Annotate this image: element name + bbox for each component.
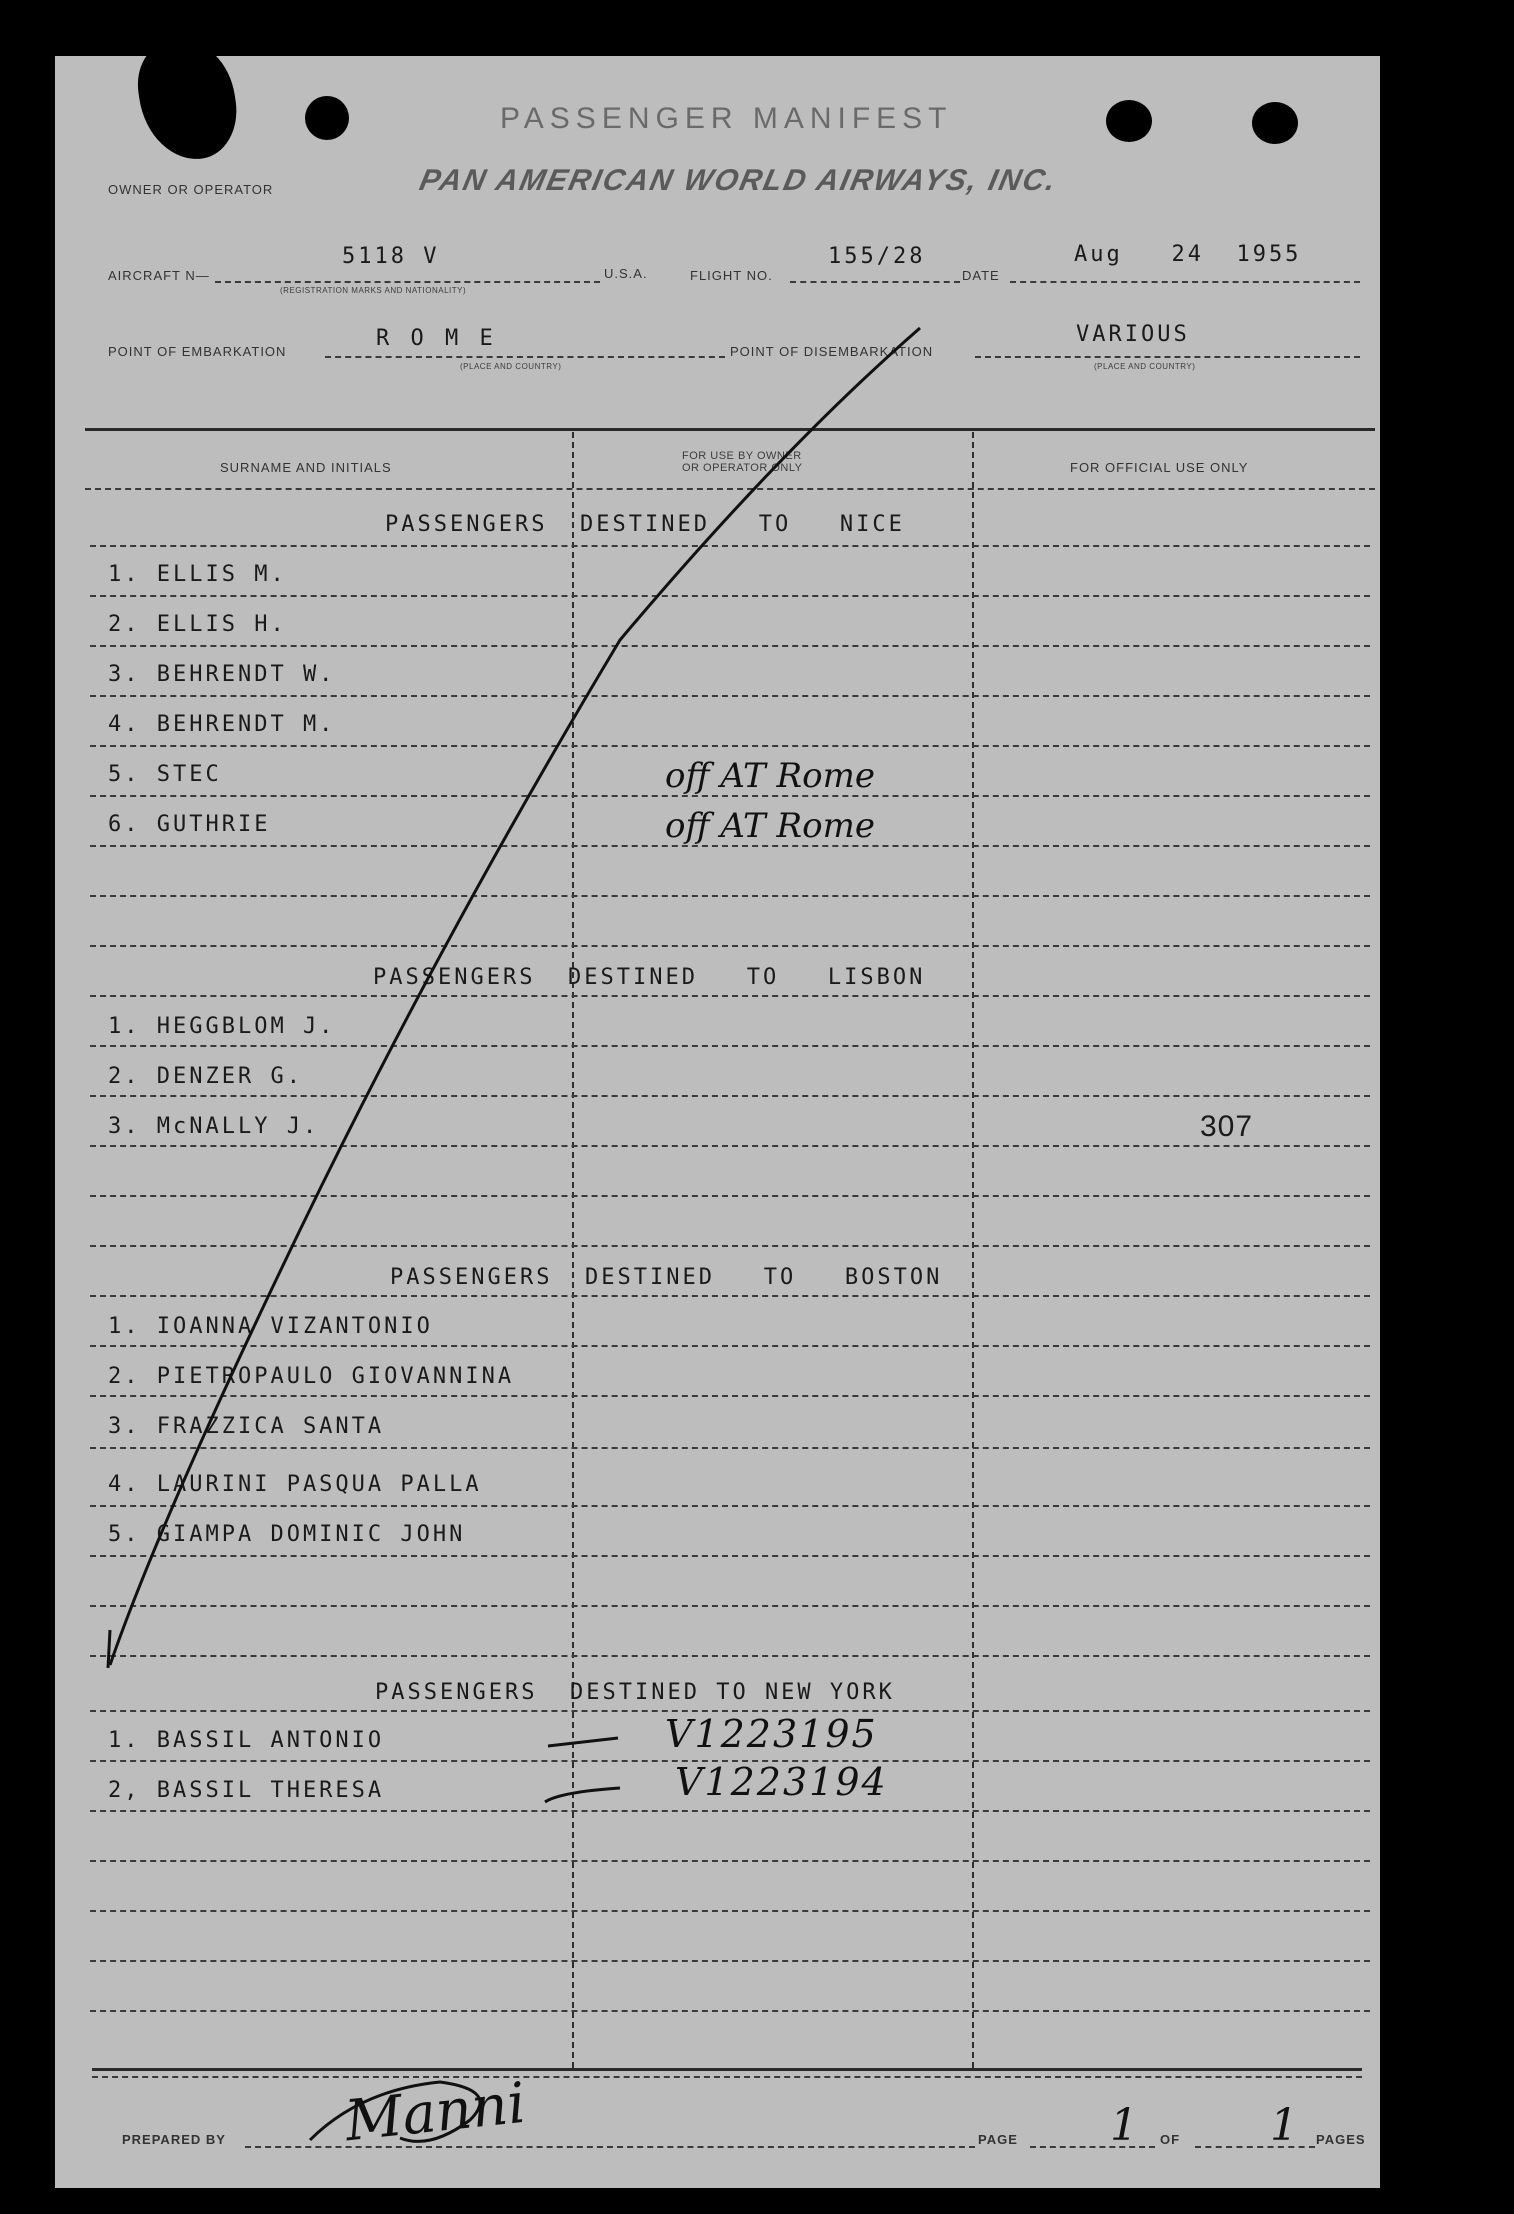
col-header-owner-2: OR OPERATOR ONLY (682, 462, 803, 474)
passenger-name: 3. BEHRENDT W. (108, 662, 336, 687)
section-label: PASSENGERS (390, 1265, 553, 1290)
passenger-name: 2. ELLIS H. (108, 612, 287, 637)
usa-label: U.S.A. (604, 266, 648, 281)
handwritten-remark: off AT Rome (665, 806, 875, 846)
page-label: PAGE (978, 2132, 1018, 2147)
section-destination: DESTINED TO NICE (580, 512, 905, 537)
of-label: OF (1160, 2132, 1181, 2147)
total-pages: 1 (1270, 2100, 1298, 2151)
flight-label: FLIGHT NO. (690, 268, 773, 283)
embark-value: R O M E (376, 326, 497, 351)
passenger-name: 2. PIETROPAULO GIOVANNINA (108, 1364, 515, 1389)
col-header-owner-1: FOR USE BY OWNER (682, 450, 802, 462)
section-destination: DESTINED TO BOSTON (585, 1265, 943, 1290)
diagonal-strike-line (110, 328, 920, 1665)
owner-label: OWNER OR OPERATOR (108, 182, 274, 197)
aircraft-sublabel: (REGISTRATION MARKS AND NATIONALITY) (280, 286, 467, 295)
passenger-name: 1. BASSIL ANTONIO (108, 1728, 385, 1753)
passenger-name: 2, BASSIL THERESA (108, 1778, 385, 1803)
embark-label: POINT OF EMBARKATION (108, 344, 287, 359)
manifest-title: PASSENGER MANIFEST (500, 102, 953, 135)
disembark-value: VARIOUS (1076, 322, 1190, 347)
passenger-name: 3. FRAZZICA SANTA (108, 1414, 385, 1439)
date-value: Aug 24 1955 (1074, 242, 1302, 267)
passenger-name: 6. GUTHRIE (108, 812, 271, 837)
col-header-surname: SURNAME AND INITIALS (220, 460, 392, 475)
passenger-name: 5. STEC (108, 762, 222, 787)
handwritten-visa-number: V1223194 (675, 1760, 888, 1804)
official-number: 307 (1200, 1110, 1254, 1143)
embark-sublabel: (PLACE AND COUNTRY) (460, 362, 562, 371)
section-label: PASSENGERS (373, 965, 536, 990)
passenger-name: 2. DENZER G. (108, 1064, 303, 1089)
aircraft-value: 5118 V (342, 244, 440, 269)
passenger-name: 4. BEHRENDT M. (108, 712, 336, 737)
aircraft-label: AIRCRAFT N— (108, 268, 210, 283)
passenger-name: 3. McNALLY J. (108, 1114, 320, 1139)
disembark-sublabel: (PLACE AND COUNTRY) (1094, 362, 1196, 371)
pages-label: PAGES (1316, 2132, 1366, 2147)
preparer-signature: Manni (342, 2070, 529, 2155)
section-label: PASSENGERS (385, 512, 548, 537)
signature-flourish (310, 2082, 480, 2141)
passenger-name: 1. IOANNA VIZANTONIO (108, 1314, 433, 1339)
dash-mark-1 (548, 1738, 618, 1746)
passenger-name: 1. ELLIS M. (108, 562, 287, 587)
dash-mark-2 (545, 1788, 620, 1802)
col-header-official: FOR OFFICIAL USE ONLY (1070, 460, 1249, 475)
strike-tick (108, 1630, 110, 1668)
section-label: PASSENGERS (375, 1680, 538, 1705)
handwritten-remark: off AT Rome (665, 756, 875, 796)
page-number: 1 (1110, 2100, 1138, 2151)
handwritten-visa-number: V1223195 (665, 1712, 878, 1756)
disembark-label: POINT OF DISEMBARKATION (730, 344, 934, 359)
owner-value: PAN AMERICAN WORLD AIRWAYS, INC. (416, 164, 1061, 197)
date-label: DATE (962, 268, 1000, 283)
section-destination: DESTINED TO NEW YORK (570, 1680, 895, 1705)
section-destination: DESTINED TO LISBON (568, 965, 926, 990)
passenger-name: 5. GIAMPA DOMINIC JOHN (108, 1522, 466, 1547)
prepared-by-label: PREPARED BY (122, 2132, 226, 2147)
passenger-name: 1. HEGGBLOM J. (108, 1014, 336, 1039)
passenger-name: 4. LAURINI PASQUA PALLA (108, 1472, 482, 1497)
flight-value: 155/28 (828, 244, 926, 269)
